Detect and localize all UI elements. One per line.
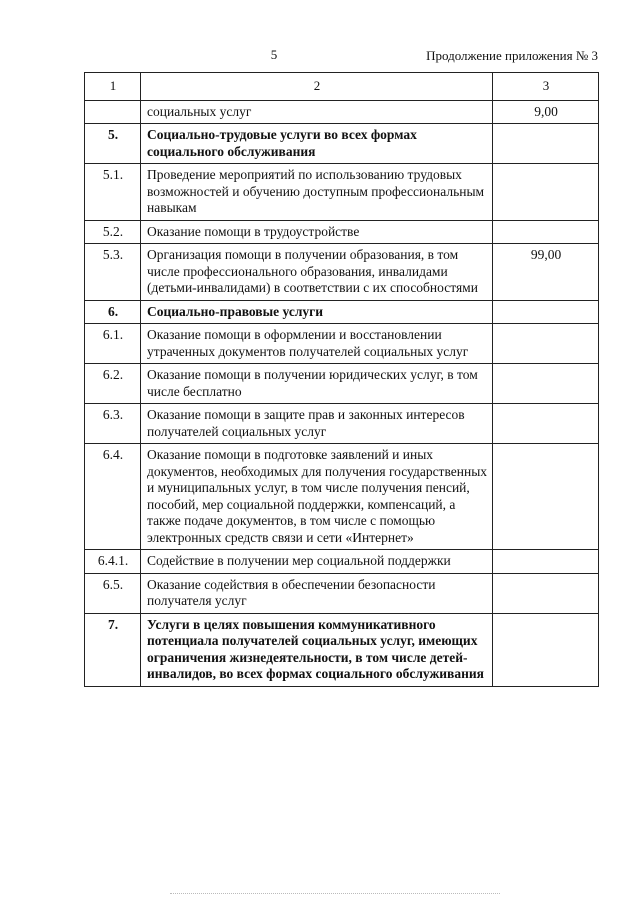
row-number: 6.3.: [85, 404, 141, 444]
row-number: 6.: [85, 300, 141, 324]
row-number: 6.1.: [85, 324, 141, 364]
row-number: 6.5.: [85, 573, 141, 613]
services-table: [84, 72, 599, 687]
table-row: [85, 573, 599, 613]
row-number: 6.4.: [85, 444, 141, 550]
table-row: [85, 244, 599, 301]
table-row: [85, 164, 599, 221]
table-row: [85, 324, 599, 364]
scan-artifact-line: [170, 893, 500, 896]
section-row: [85, 300, 599, 324]
service-name: Оказание содействия в обеспечении безопасности получателя услуг: [141, 573, 493, 613]
service-name: Содействие в получении мер социальной поддержки: [141, 550, 493, 574]
service-name: социальных услуг: [141, 100, 493, 124]
service-name: Оказание помощи в защите прав и законных интересов получателей социальных услуг: [141, 404, 493, 444]
table-row: [85, 404, 599, 444]
service-value: [493, 324, 599, 364]
table-row: [85, 220, 599, 244]
service-value: [493, 444, 599, 550]
service-name: Социально-правовые услуги: [141, 300, 493, 324]
service-name: Оказание помощи в получении юридических услуг, в том числе бесплатно: [141, 364, 493, 404]
service-value: [493, 220, 599, 244]
row-number: 7.: [85, 613, 141, 686]
table-row: [85, 444, 599, 550]
row-number: 6.4.1.: [85, 550, 141, 574]
row-number: [85, 100, 141, 124]
service-value: [493, 300, 599, 324]
continuation-note: Продолжение приложения № 3: [426, 48, 598, 63]
service-value: [493, 613, 599, 686]
table-row: [85, 364, 599, 404]
table-row: [85, 100, 599, 124]
row-number: 5.1.: [85, 164, 141, 221]
section-row: [85, 613, 599, 686]
column-header-1: 1: [85, 73, 141, 101]
row-number: 5.2.: [85, 220, 141, 244]
row-number: 6.2.: [85, 364, 141, 404]
row-number: 5.3.: [85, 244, 141, 301]
service-name: Оказание помощи в трудоустройстве: [141, 220, 493, 244]
service-name: Услуги в целях повышения коммуникативного потенциала получателей социальных услуг, имеющих ограничения жизнедеятельности, в том числе детей-инвалидов, во всех формах социального обслуживания: [141, 613, 493, 686]
column-header-2: 2: [141, 73, 493, 101]
service-value: [493, 364, 599, 404]
column-header-3: 3: [493, 73, 599, 101]
service-name: Социально-трудовые услуги во всех формах социального обслуживания: [141, 124, 493, 164]
service-name: Организация помощи в получении образования, в том числе профессионального образования, инвалидами (детьми-инвалидами) в соответствии с их способностями: [141, 244, 493, 301]
service-name: Оказание помощи в оформлении и восстановлении утраченных документов получателей социальных услуг: [141, 324, 493, 364]
service-value: [493, 573, 599, 613]
page-number: 5: [270, 47, 278, 62]
service-value: [493, 404, 599, 444]
row-number: 5.: [85, 124, 141, 164]
service-value: [493, 550, 599, 574]
service-value: [493, 164, 599, 221]
table-header-row: [85, 73, 599, 101]
table-row: [85, 550, 599, 574]
service-value: 99,00: [493, 244, 599, 301]
service-name: Оказание помощи в подготовке заявлений и иных документов, необходимых для получения государственных и муниципальных услуг, в том числе получения пенсий, пособий, мер социальной поддержки, компенсаций, а также подаче документов, в том числе с помощью электронных средств связи и сети «Интернет»: [141, 444, 493, 550]
service-value: 9,00: [493, 100, 599, 124]
section-row: [85, 124, 599, 164]
service-value: [493, 124, 599, 164]
service-name: Проведение мероприятий по использованию трудовых возможностей и обучению доступным профессиональным навыкам: [141, 164, 493, 221]
